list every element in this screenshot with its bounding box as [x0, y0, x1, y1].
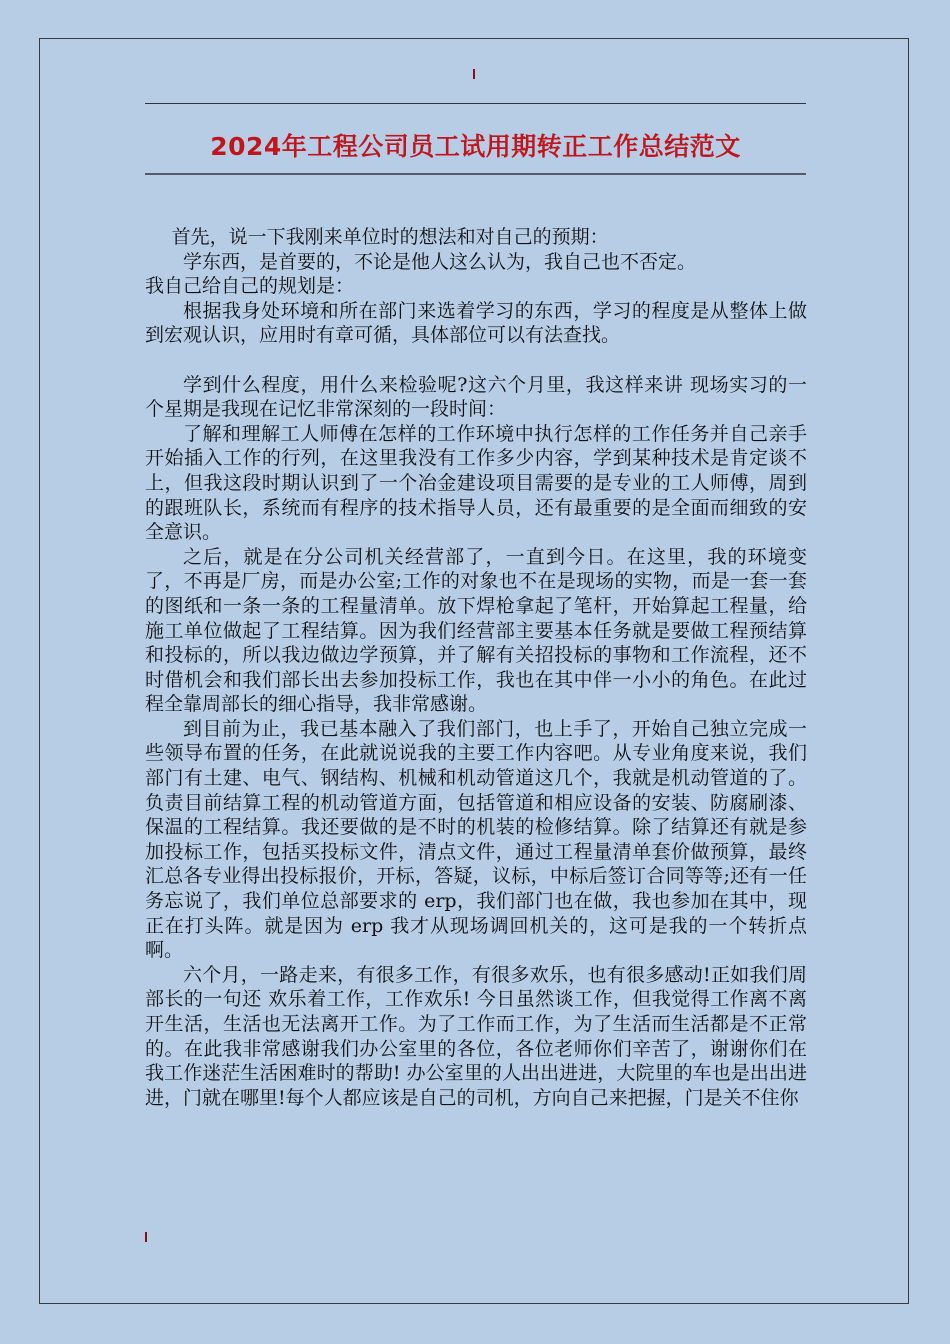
- paragraph: 学到什么程度，用什么来检验呢?这六个月里，我这样来讲 现场实习的一个星期是我现在记忆非常深刻的一段时间：: [145, 373, 807, 421]
- paragraph: 六个月，一路走来，有很多工作，有很多欢乐，也有很多感动!正如我们周部长的一句还 欢乐着工作，工作欢乐! 今日虽然谈工作，但我觉得工作离不离开生活，生活也无法离开工作。为了工作而工作，为了生活而生活都是不正常的。在此我非常感谢我们办公室里的各位，各位老师你们辛苦了，谢谢你们在我工作迷茫生活困难时的帮助! 办公室里的人出出进进，大院里的车也是出出进进，门就在哪里!每个人都应该是自己的司机，方向自己来把握，门是关不住你: [145, 963, 807, 1109]
- paragraph: 到目前为止，我已基本融入了我们部门，也上手了，开始自己独立完成一些领导布置的任务，在此就说说我的主要工作内容吧。从专业角度来说，我们部门有土建、电气、钢结构、机械和机动管道这几个，我就是机动管道的了。负责目前结算工程的机动管道方面，包括管道和相应设备的安装、防腐刷漆、保温的工程结算。我还要做的是不时的机装的检修结算。除了结算还有就是参加投标工作，包括买投标文件，清点文件，通过工程量清单套价做预算，最终汇总各专业得出投标报价，开标，答疑，议标，中标后签订合同等等;还有一任务忘说了，我们单位总部要求的 erp，我们部门也在做，我也参加在其中，现正在打头阵。就是因为 erp 我才从现场调回机关的，这可是我的一个转折点啊。: [145, 717, 807, 962]
- paragraph: 之后，就是在分公司机关经营部了，一直到今日。在这里，我的环境变了，不再是厂房，而是办公室;工作的对象也不在是现场的实物，而是一套一套的图纸和一条一条的工程量清单。放下焊枪拿起了笔杆，开始算起工程量，给施工单位做起了工程结算。因为我们经营部主要基本任务就是要做工程预结算和投标的，所以我边做边学预算，并了解有关招投标的事物和工作流程，还不时借机会和我们部长出去参加投标工作，我也在其中伴一小小的角色。在此过程全靠周部长的细心指导，我非常感谢。: [145, 545, 807, 716]
- paragraph: 学东西，是首要的，不论是他人这么认为，我自己也不否定。: [183, 250, 697, 273]
- header-rule: [145, 103, 806, 104]
- paragraph: 根据我身处环境和所在部门来选着学习的东西，学习的程度是从整体上做到宏观认识，应用时有章可循，具体部位可以有法查找。: [145, 299, 807, 347]
- document-body: [145, 225, 807, 1110]
- document-title: 2024年工程公司员工试用期转正工作总结范文: [210, 132, 741, 161]
- header-mark: [473, 69, 475, 79]
- paragraph: 首先，说一下我刚来单位时的想法和对自己的预期：: [171, 226, 609, 248]
- paragraph: 了解和理解工人师傅在怎样的工作环境中执行怎样的工作任务并自己亲手开始插入工作的行列，在这里我没有工作多少内容，学到某种技术是肯定谈不上，但我这段时期认识到了一个冶金建设项目需要的是专业的工人师傅，周到的跟班队长，系统而有程序的技术指导人员，还有最重要的是全面而细致的安全意识。: [145, 422, 807, 544]
- paragraph: 我自己给自己的规划是：: [145, 275, 355, 298]
- footer-mark: [145, 1232, 147, 1242]
- paragraph-gap: [145, 348, 807, 373]
- title-rule: [145, 173, 806, 175]
